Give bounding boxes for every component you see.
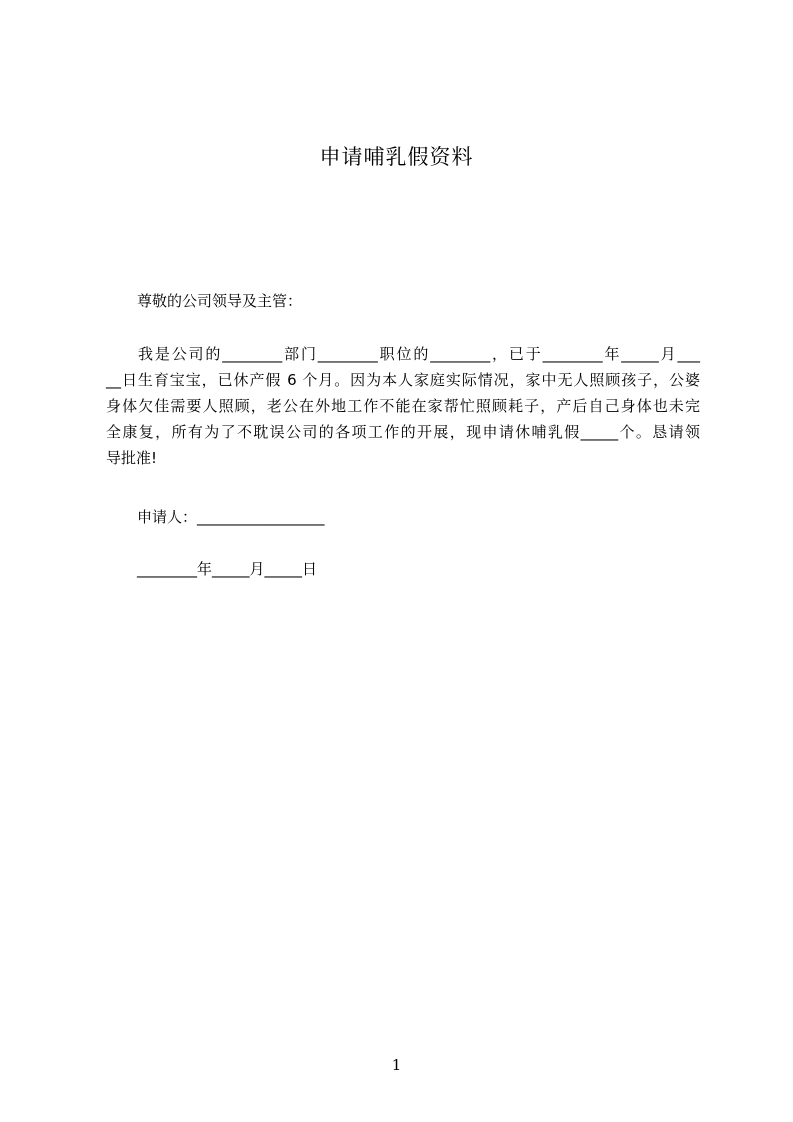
body-line: 我是公司的________部门________职位的________，已于________年_____月___ [138,345,700,363]
body-line: 全康复，所有为了不耽误公司的各项工作的开展，现申请休哺乳假_____个。恳请领 [106,423,700,441]
body-line: 导批准! [106,449,158,467]
document-title: 申请哺乳假资料 [319,145,474,169]
body-line: __日生育宝宝，已休产假 6 个月。因为本人家庭实际情况，家中无人照顾孩子，公婆 [106,371,700,389]
date-line: ________年_____月_____日 [137,560,318,578]
applicant-signature-line: 申请人：_________________ [137,508,325,526]
page-number: 1 [391,1056,402,1074]
body-line: 身体欠佳需要人照顾，老公在外地工作不能在家帮忙照顾耗子，产后自己身体也未完 [106,397,700,415]
application-body [106,341,700,471]
salutation: 尊敬的公司领导及主管： [137,292,303,310]
